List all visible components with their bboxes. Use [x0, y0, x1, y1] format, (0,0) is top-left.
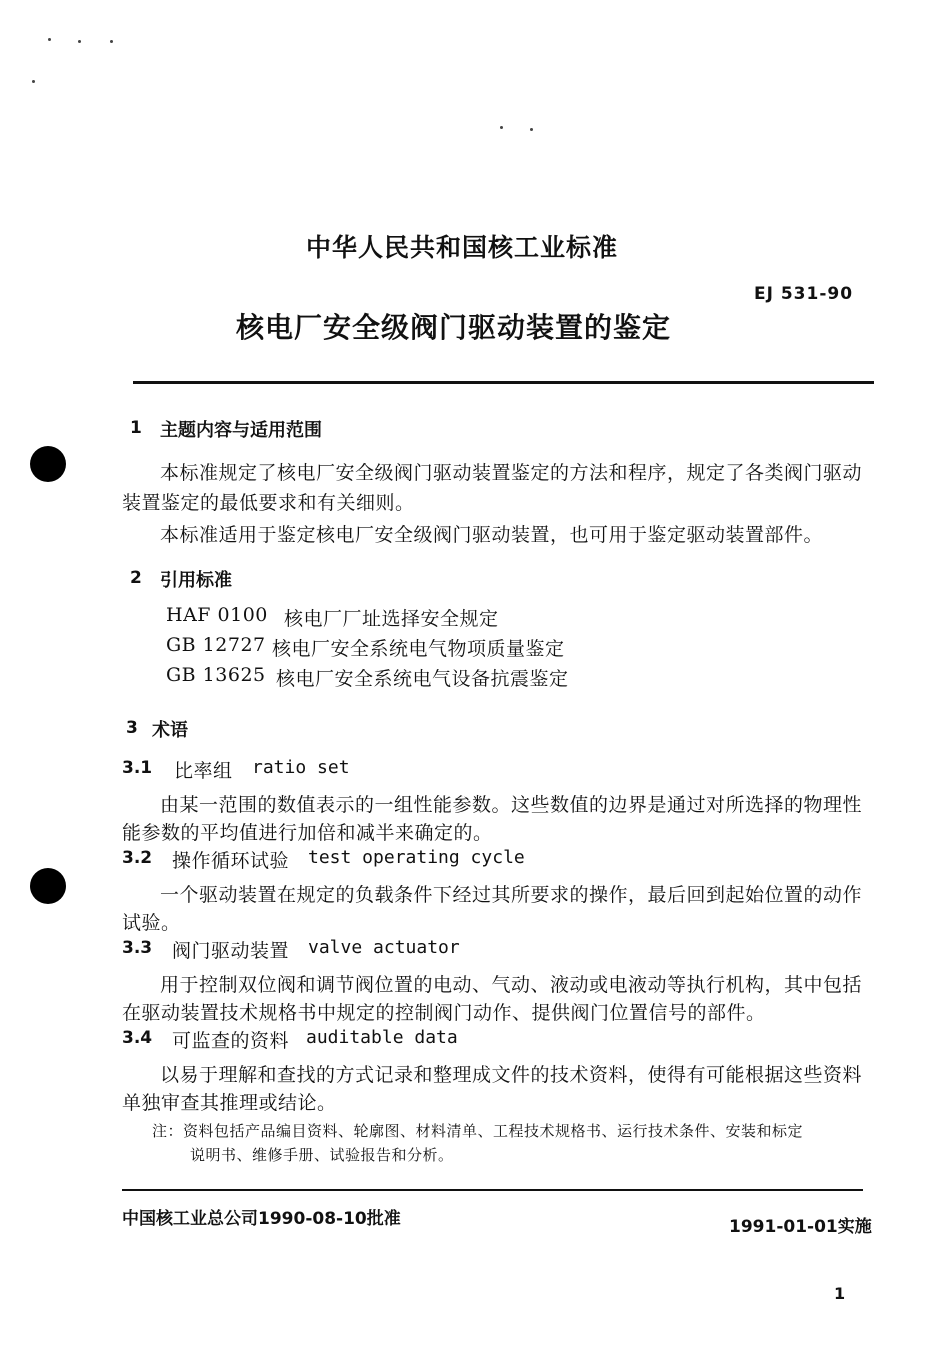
term-number: 3.1 — [122, 758, 153, 778]
term-chinese: 可监查的资料 — [172, 1030, 290, 1052]
term-english: valve actuator — [308, 937, 460, 958]
term-english: ratio set — [252, 757, 350, 778]
term-english: auditable data — [306, 1027, 458, 1048]
scan-speck — [500, 126, 503, 129]
term-number: 3.4 — [122, 1028, 153, 1048]
term-chinese: 比率组 — [174, 760, 233, 782]
reference-code: GB 13625 — [166, 664, 266, 686]
paragraph-line: 本标准适用于鉴定核电厂安全级阀门驱动装置，也可用于鉴定驱动装置部件。 — [160, 524, 824, 546]
section-number: 1 — [130, 418, 142, 438]
scan-speck — [32, 80, 35, 83]
note-line: 注：资料包括产品编目资料、轮廓图、材料清单、工程技术规格书、运行技术条件、安装和标定 — [152, 1122, 804, 1140]
paragraph-line: 在驱动装置技术规格书中规定的控制阀门动作、提供阀门位置信号的部件。 — [122, 1002, 766, 1024]
page-number: 1 — [834, 1284, 846, 1303]
term-chinese: 阀门驱动装置 — [172, 940, 290, 962]
footer-rule — [122, 1189, 863, 1191]
term-english: test operating cycle — [308, 847, 525, 868]
scan-speck — [78, 40, 81, 43]
header-rule — [133, 381, 874, 384]
paragraph-line: 由某一范围的数值表示的一组性能参数。这些数值的边界是通过对所选择的物理性 — [160, 794, 863, 816]
term-chinese: 操作循环试验 — [172, 850, 290, 872]
paragraph-line: 一个驱动装置在规定的负载条件下经过其所要求的操作，最后回到起始位置的动作 — [160, 884, 863, 906]
reference-title: 核电厂安全系统电气物项质量鉴定 — [272, 638, 565, 660]
document-title: 核电厂安全级阀门驱动装置的鉴定 — [236, 311, 672, 344]
scan-speck — [48, 38, 51, 41]
paragraph-line: 单独审查其推理或结论。 — [122, 1092, 337, 1114]
section-title: 引用标准 — [160, 570, 232, 591]
section-number: 3 — [126, 718, 138, 738]
paragraph-line: 能参数的平均值进行加倍和减半来确定的。 — [122, 822, 493, 844]
punch-hole — [30, 446, 66, 482]
section-title: 术语 — [152, 720, 188, 741]
section-number: 2 — [130, 568, 142, 588]
scan-speck — [530, 128, 533, 131]
paragraph-line: 用于控制双位阀和调节阀位置的电动、气动、液动或电液动等执行机构，其中包括 — [160, 974, 863, 996]
effective-date: 1991-01-01实施 — [729, 1217, 872, 1237]
paragraph-line: 试验。 — [122, 912, 181, 934]
reference-title: 核电厂安全系统电气设备抗震鉴定 — [276, 668, 569, 690]
note-line: 说明书、维修手册、试验报告和分析。 — [190, 1146, 454, 1164]
section-title: 主题内容与适用范围 — [160, 420, 322, 441]
paragraph-line: 本标准规定了核电厂安全级阀门驱动装置鉴定的方法和程序，规定了各类阀门驱动 — [160, 462, 863, 484]
paragraph-line: 装置鉴定的最低要求和有关细则。 — [122, 492, 415, 514]
national-standard-heading: 中华人民共和国核工业标准 — [306, 233, 619, 262]
reference-code: GB 12727 — [166, 634, 266, 656]
punch-hole — [30, 868, 66, 904]
reference-title: 核电厂厂址选择安全规定 — [284, 608, 499, 630]
term-number: 3.3 — [122, 938, 153, 958]
standard-code: EJ 531-90 — [754, 284, 854, 304]
term-number: 3.2 — [122, 848, 153, 868]
reference-code: HAF 0100 — [166, 604, 268, 626]
approval-line: 中国核工业总公司1990-08-10批准 — [122, 1209, 401, 1229]
paragraph-line: 以易于理解和查找的方式记录和整理成文件的技术资料，使得有可能根据这些资料 — [160, 1064, 863, 1086]
scan-speck — [110, 40, 113, 43]
